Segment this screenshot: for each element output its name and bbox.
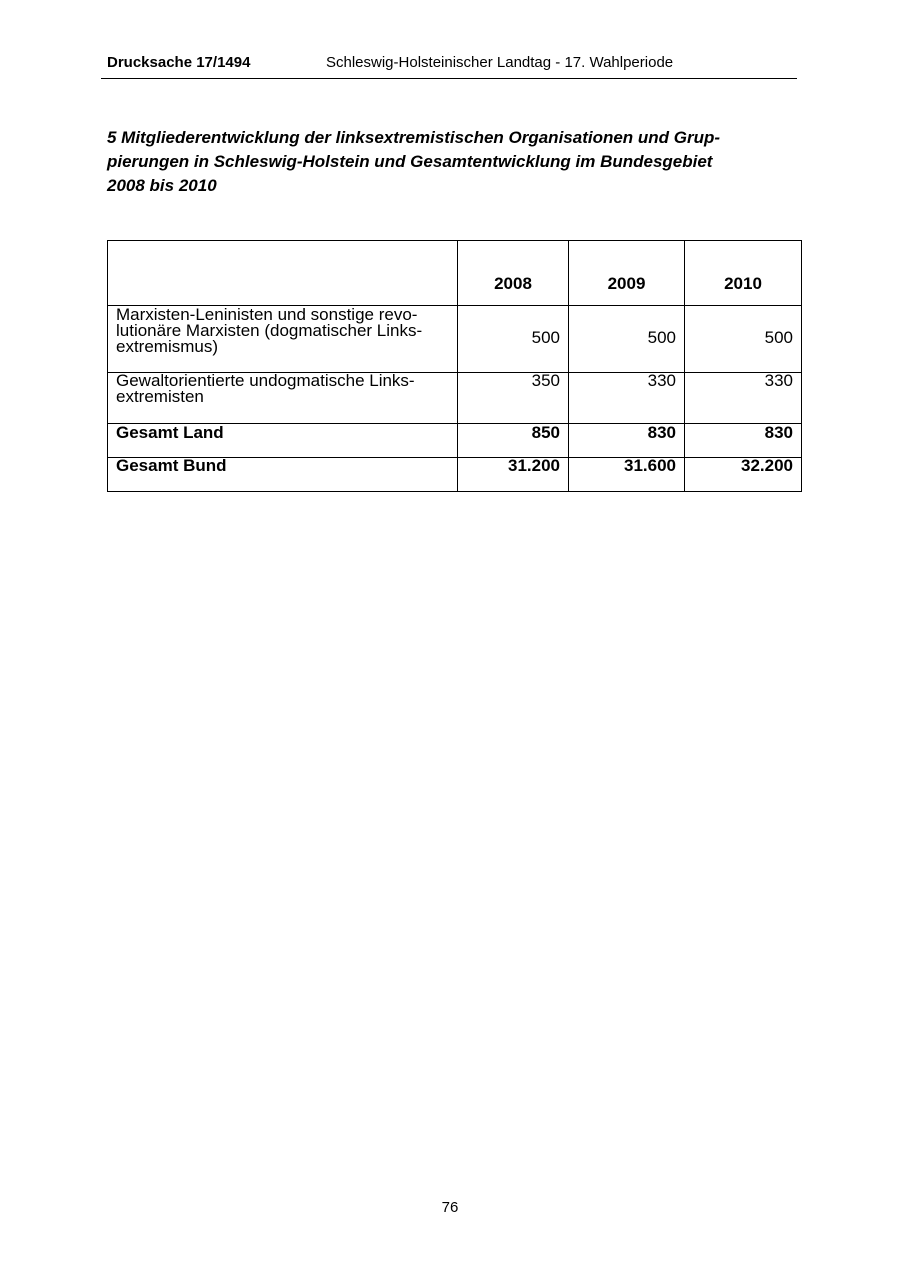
section-title-line: pierungen in Schleswig-Holstein und Gesamtentwicklung im Bundesgebiet [107, 152, 713, 171]
value-cell: 32.200 [685, 458, 802, 492]
document-source: Schleswig-Holsteinischer Landtag - 17. Wahlperiode [326, 54, 674, 71]
row-label-line: Gewaltorientierte undogmatische Links- [116, 371, 415, 390]
value-cell: 830 [569, 424, 685, 458]
value-cell: 500 [685, 306, 802, 373]
table-row [108, 373, 802, 424]
row-label [108, 458, 458, 492]
table-header-cell [108, 241, 458, 306]
table-header-row [108, 241, 802, 306]
table-row-total-bund [108, 458, 802, 492]
table-row [108, 306, 802, 373]
table-header-cell: 2010 [685, 241, 802, 306]
table-row-total-land [108, 424, 802, 458]
value-cell: 330 [685, 373, 802, 424]
value-cell: 830 [685, 424, 802, 458]
table-header-cell: 2008 [458, 241, 569, 306]
section-title [107, 126, 787, 198]
row-label [108, 373, 458, 424]
row-label [108, 306, 458, 373]
row-label-line: lutionäre Marxisten (dogmatischer Links- [116, 321, 423, 340]
value-cell: 330 [569, 373, 685, 424]
section-title-line: 2008 bis 2010 [107, 176, 217, 195]
row-label-line: Gesamt Bund [116, 456, 227, 475]
row-label-line: Gesamt Land [116, 423, 224, 442]
table-header-cell: 2009 [569, 241, 685, 306]
row-label-line: Marxisten-Leninisten und sonstige revo- [116, 305, 418, 324]
value-cell: 31.600 [569, 458, 685, 492]
row-label [108, 424, 458, 458]
value-cell: 500 [569, 306, 685, 373]
membership-table [107, 240, 802, 492]
document-number: Drucksache 17/1494 [107, 54, 251, 71]
value-cell: 500 [458, 306, 569, 373]
section-title-line: 5 Mitgliederentwicklung der linksextremistischen Organisationen und Grup- [107, 128, 721, 147]
row-label-line: extremisten [116, 387, 204, 406]
page-number: 76 [441, 1199, 459, 1216]
value-cell: 850 [458, 424, 569, 458]
row-label-line: extremismus) [116, 337, 219, 356]
value-cell: 31.200 [458, 458, 569, 492]
value-cell: 350 [458, 373, 569, 424]
page-header [101, 52, 797, 79]
